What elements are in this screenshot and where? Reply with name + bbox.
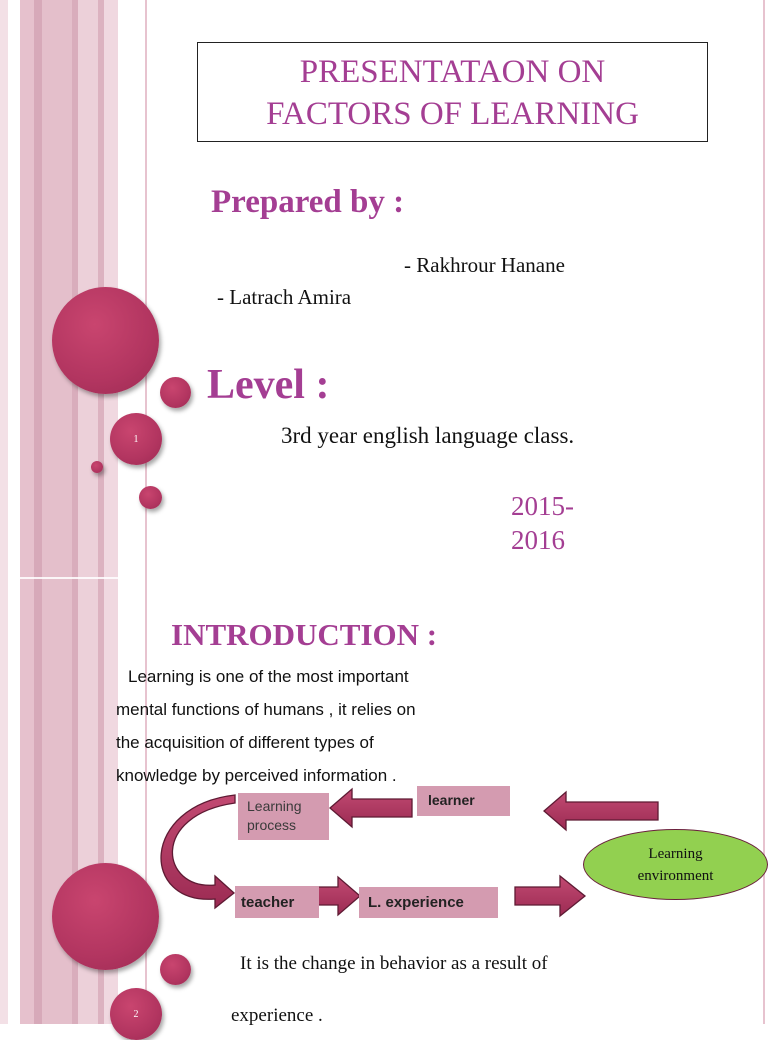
closing-text-line-2: experience . — [231, 1005, 323, 1026]
intro-line: mental functions of humans , it relies on — [116, 700, 416, 719]
arrow-left — [330, 789, 412, 827]
author-name-1: - Rakhrour Hanane — [404, 253, 565, 277]
title-line-1: PRESENTATAON ON — [299, 54, 606, 90]
closing-text-line-1: It is the change in behavior as a result of — [240, 953, 548, 974]
arrow-right — [515, 876, 585, 916]
learner-box: learner — [417, 786, 510, 816]
slide-number: 2 — [133, 1008, 139, 1020]
teacher-box: teacher — [235, 886, 319, 918]
title-line-2: FACTORS OF LEARNING — [266, 96, 639, 132]
learning-process-line-1: Learning — [247, 798, 302, 814]
environment-line-2: environment — [637, 867, 714, 884]
academic-year-line-1: 2015- — [511, 491, 574, 521]
academic-year-line-2: 2016 — [511, 525, 565, 555]
slide-number: 1 — [133, 433, 139, 445]
intro-line: Learning is one of the most important — [128, 667, 409, 686]
learning-process-line-2: process — [247, 817, 297, 833]
introduction-heading: INTRODUCTION : — [171, 617, 438, 652]
experience-box: L. experience — [359, 887, 498, 918]
arrow-left — [544, 792, 658, 830]
learning-environment-ellipse — [583, 829, 768, 900]
prepared-by-label: Prepared by : — [211, 184, 405, 220]
environment-line-1: Learning — [648, 845, 703, 862]
intro-line: the acquisition of different types of — [116, 733, 374, 752]
learning-process-box — [238, 793, 329, 840]
arrow-right — [318, 877, 360, 915]
author-name-2: - Latrach Amira — [217, 285, 352, 309]
level-label: Level : — [207, 362, 330, 408]
level-value: 3rd year english language class. — [281, 423, 575, 448]
curved-arrow — [161, 795, 235, 908]
intro-line: knowledge by perceived information . — [116, 766, 397, 785]
